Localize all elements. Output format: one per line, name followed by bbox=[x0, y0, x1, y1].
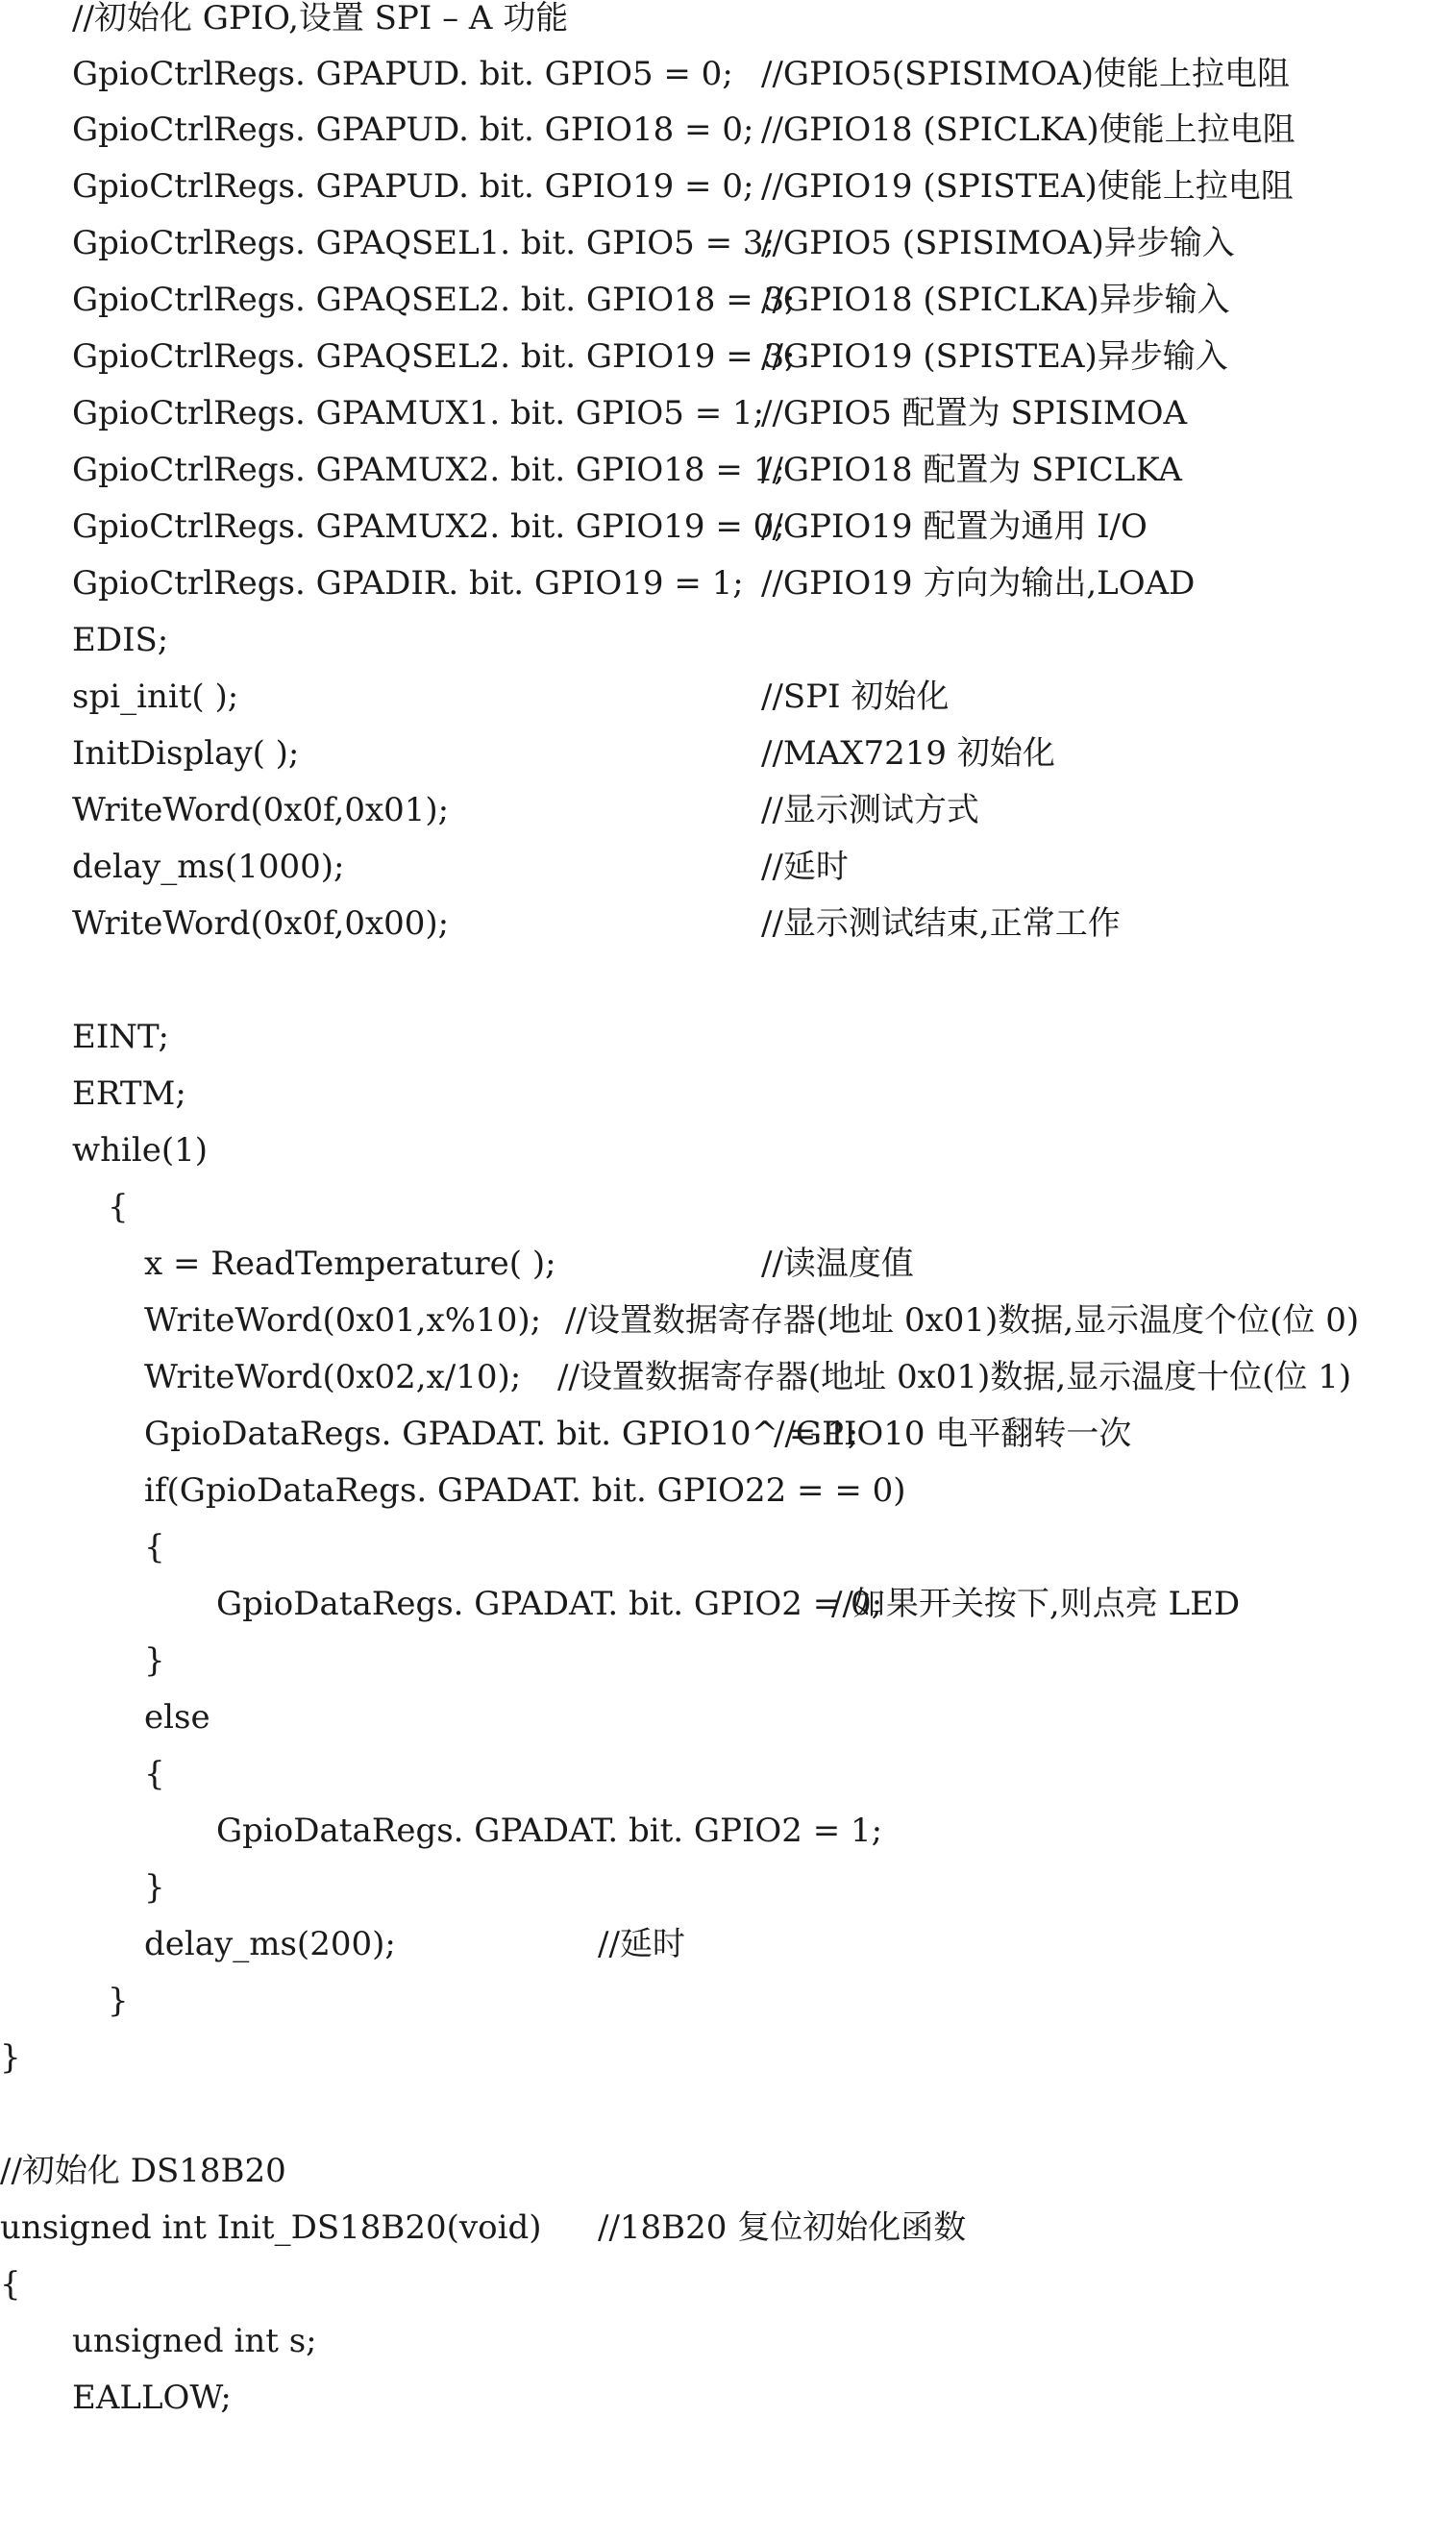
code-line bbox=[0, 1916, 1456, 1973]
code-statement: WriteWord(0x0f,0x01); bbox=[72, 791, 450, 829]
code-comment: //显示测试方式 bbox=[761, 791, 979, 829]
code-line bbox=[0, 612, 1456, 669]
code-brace: } bbox=[0, 2038, 21, 2077]
code-comment: //如果开关按下,则点亮 LED bbox=[831, 1585, 1241, 1623]
code-statement: delay_ms(1000); bbox=[72, 848, 345, 886]
code-statement: WriteWord(0x0f,0x00); bbox=[72, 904, 450, 943]
code-statement: else bbox=[144, 1698, 210, 1737]
code-line bbox=[0, 2370, 1456, 2427]
code-line bbox=[0, 1973, 1456, 2030]
code-line bbox=[0, 2030, 1456, 2086]
code-statement: GpioDataRegs. GPADAT. bit. GPIO2 = 1; bbox=[216, 1812, 883, 1850]
code-comment: //GPIO5(SPISIMOA)使能上拉电阻 bbox=[761, 55, 1290, 93]
code-line bbox=[0, 1463, 1456, 1519]
code-statement: InitDisplay( ); bbox=[72, 734, 300, 773]
code-comment: //GPIO19 (SPISTEA)使能上拉电阻 bbox=[761, 167, 1294, 206]
code-line bbox=[0, 0, 1456, 47]
code-comment: //GPIO19 配置为通用 I/O bbox=[761, 507, 1148, 546]
code-comment: //设置数据寄存器(地址 0x01)数据,显示温度个位(位 0) bbox=[565, 1301, 1360, 1340]
code-comment: //初始化 GPIO,设置 SPI – A 功能 bbox=[72, 0, 569, 37]
code-comment: //GPIO5 (SPISIMOA)异步输入 bbox=[761, 224, 1235, 262]
code-line bbox=[0, 2200, 1456, 2256]
code-line bbox=[0, 782, 1456, 839]
code-statement: while(1) bbox=[72, 1131, 209, 1170]
code-statement: GpioCtrlRegs. GPAMUX2. bit. GPIO18 = 1; bbox=[72, 451, 785, 489]
code-line bbox=[0, 896, 1456, 952]
code-line bbox=[0, 1236, 1456, 1293]
code-comment: //GPIO18 (SPICLKA)异步输入 bbox=[761, 281, 1230, 319]
code-statement: GpioCtrlRegs. GPAPUD. bit. GPIO5 = 0; bbox=[72, 55, 733, 93]
code-statement: unsigned int Init_DS18B20(void) bbox=[0, 2208, 542, 2247]
code-line bbox=[0, 1066, 1456, 1122]
code-line bbox=[0, 1803, 1456, 1860]
code-line bbox=[0, 839, 1456, 896]
code-statement: spi_init( ); bbox=[72, 678, 239, 716]
code-statement: x = ReadTemperature( ); bbox=[144, 1245, 556, 1283]
code-statement: GpioCtrlRegs. GPAQSEL1. bit. GPIO5 = 3; bbox=[72, 224, 775, 262]
code-line bbox=[0, 442, 1456, 499]
code-comment: //GPIO10 电平翻转一次 bbox=[774, 1415, 1132, 1453]
code-line bbox=[0, 669, 1456, 726]
code-comment: //GPIO5 配置为 SPISIMOA bbox=[761, 394, 1188, 432]
code-statement: GpioCtrlRegs. GPAPUD. bit. GPIO18 = 0; bbox=[72, 111, 754, 149]
code-comment: //GPIO18 配置为 SPICLKA bbox=[761, 451, 1182, 489]
code-statement: GpioCtrlRegs. GPAMUX2. bit. GPIO19 = 0; bbox=[72, 507, 785, 546]
code-line bbox=[0, 272, 1456, 329]
code-line bbox=[0, 1860, 1456, 1916]
code-comment: //初始化 DS18B20 bbox=[0, 2152, 286, 2190]
code-statement: ERTM; bbox=[72, 1074, 186, 1113]
code-statement: GpioCtrlRegs. GPAPUD. bit. GPIO19 = 0; bbox=[72, 167, 754, 206]
code-brace: { bbox=[0, 2265, 21, 2304]
code-statement: delay_ms(200); bbox=[144, 1925, 396, 1963]
code-comment: //延时 bbox=[761, 848, 849, 886]
code-comment: //读温度值 bbox=[761, 1245, 914, 1283]
code-line bbox=[0, 499, 1456, 555]
code-line bbox=[0, 159, 1456, 215]
code-comment: //MAX7219 初始化 bbox=[761, 734, 1055, 773]
code-statement: EALLOW; bbox=[72, 2379, 232, 2417]
code-line bbox=[0, 555, 1456, 612]
code-statement: if(GpioDataRegs. GPADAT. bit. GPIO22 = = 0) bbox=[144, 1471, 906, 1510]
code-line bbox=[0, 215, 1456, 272]
code-comment: //SPI 初始化 bbox=[761, 678, 950, 716]
code-statement: WriteWord(0x01,x%10); bbox=[144, 1301, 542, 1340]
code-line bbox=[0, 1009, 1456, 1066]
code-comment: //显示测试结束,正常工作 bbox=[761, 904, 1121, 943]
code-statement: GpioCtrlRegs. GPAQSEL2. bit. GPIO19 = 3; bbox=[72, 337, 796, 376]
code-comment: //设置数据寄存器(地址 0x01)数据,显示温度十位(位 1) bbox=[557, 1358, 1352, 1396]
code-statement: EINT; bbox=[72, 1018, 169, 1056]
code-statement: GpioCtrlRegs. GPAQSEL2. bit. GPIO18 = 3; bbox=[72, 281, 796, 319]
code-line bbox=[0, 1689, 1456, 1746]
code-line bbox=[0, 1633, 1456, 1689]
code-line bbox=[0, 1179, 1456, 1236]
code-brace: { bbox=[144, 1528, 165, 1566]
code-line bbox=[0, 1122, 1456, 1179]
code-statement: EDIS; bbox=[72, 621, 169, 659]
code-comment: //GPIO19 方向为输出,LOAD bbox=[761, 564, 1196, 603]
code-line bbox=[0, 1519, 1456, 1576]
code-line bbox=[0, 2256, 1456, 2313]
code-line bbox=[0, 2143, 1456, 2200]
code-line bbox=[0, 385, 1456, 442]
code-line bbox=[0, 1406, 1456, 1463]
code-statement: GpioCtrlRegs. GPAMUX1. bit. GPIO5 = 1; bbox=[72, 394, 765, 432]
code-statement: GpioDataRegs. GPADAT. bit. GPIO10^ = 1; bbox=[144, 1415, 859, 1453]
code-line bbox=[0, 329, 1456, 385]
code-line bbox=[0, 1293, 1456, 1349]
code-line bbox=[0, 1746, 1456, 1803]
code-comment: //延时 bbox=[598, 1925, 685, 1963]
code-statement: GpioCtrlRegs. GPADIR. bit. GPIO19 = 1; bbox=[72, 564, 744, 603]
code-line bbox=[0, 46, 1456, 103]
code-brace: { bbox=[144, 1755, 165, 1793]
code-statement: unsigned int s; bbox=[72, 2322, 317, 2360]
code-line bbox=[0, 2313, 1456, 2370]
code-line bbox=[0, 102, 1456, 159]
code-comment: //GPIO18 (SPICLKA)使能上拉电阻 bbox=[761, 111, 1296, 149]
code-brace: } bbox=[144, 1868, 165, 1907]
code-brace: } bbox=[144, 1641, 165, 1680]
code-line bbox=[0, 1576, 1456, 1633]
code-brace: { bbox=[108, 1188, 129, 1226]
code-brace: } bbox=[108, 1982, 129, 2020]
code-statement: GpioDataRegs. GPADAT. bit. GPIO2 = 0; bbox=[216, 1585, 883, 1623]
code-comment: //18B20 复位初始化函数 bbox=[598, 2208, 967, 2247]
code-comment: //GPIO19 (SPISTEA)异步输入 bbox=[761, 337, 1228, 376]
code-line bbox=[0, 726, 1456, 782]
code-line bbox=[0, 1349, 1456, 1406]
code-statement: WriteWord(0x02,x/10); bbox=[144, 1358, 522, 1396]
